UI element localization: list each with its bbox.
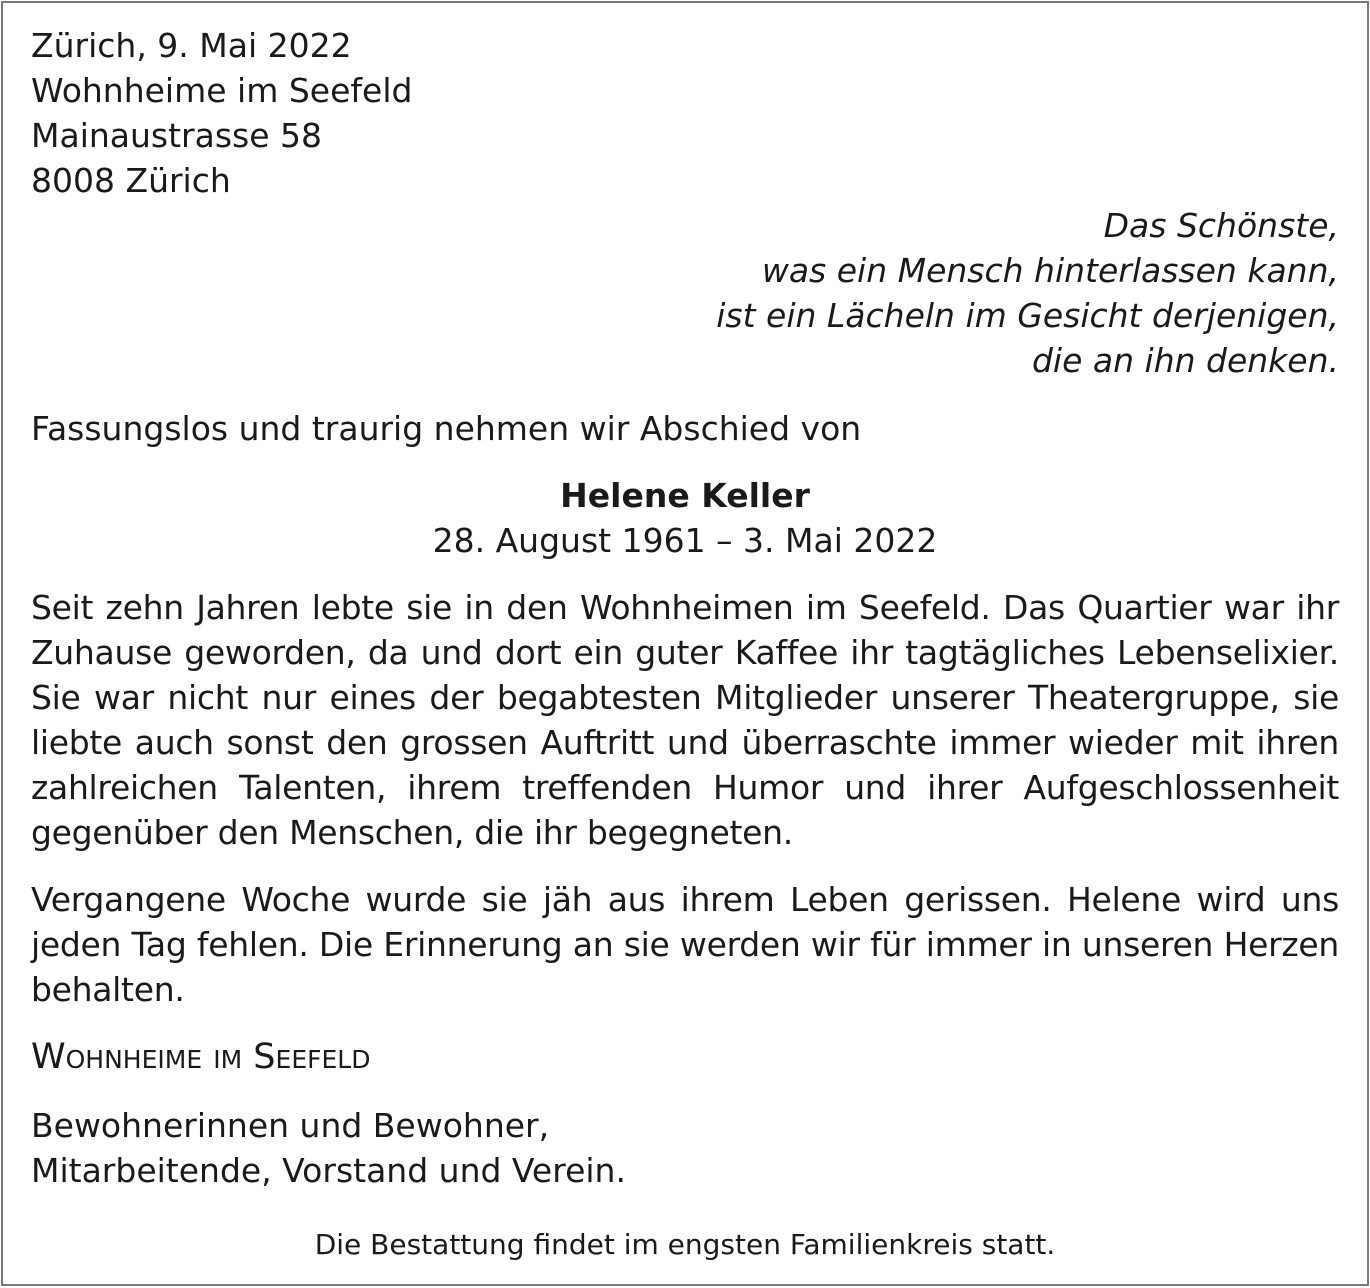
tribute-paragraph: Vergangene Woche wurde sie jäh aus ihrem Leben gerissen. Helene wird uns jeden Tag fehlen. Die Erinnerung an sie werden wir für immer in unseren Herzen behalten.: [31, 880, 1339, 1009]
funeral-note: Die Bestattung findet im engsten Familienkreis statt.: [314, 1228, 1056, 1261]
street-address: Mainaustrasse 58: [31, 116, 323, 155]
signer-line: Bewohnerinnen und Bewohner,: [31, 1106, 550, 1145]
tribute-paragraph: Seit zehn Jahren lebte sie in den Wohnheimen im Seefeld. Das Quartier war ihr Zuhause geworden, da und dort ein guter Kaffee ihr tagtägliches Lebenselixier. Sie war nicht nur eines der begabtesten Mitglieder unserer Theatergruppe, sie liebte auch sonst den grossen Auftritt und überraschte immer wieder mit ihren zahlreichen Talenten, ihrem treffenden Humor und ihrer Aufgeschlossenheit gegenüber den Menschen, die ihr begegneten.: [31, 588, 1339, 852]
institution-name: Wohnheime im Seefeld: [31, 71, 413, 110]
signer-line: Mitarbeitende, Vorstand und Verein.: [31, 1151, 626, 1190]
postal-city: 8008 Zürich: [31, 161, 231, 200]
deceased-block: [31, 473, 1339, 563]
life-dates: 28. August 1961 – 3. Mai 2022: [432, 521, 938, 560]
quote-line: Das Schönste,: [1103, 206, 1339, 245]
intro-line: Fassungslos und traurig nehmen wir Abschied von: [31, 409, 862, 448]
memorial-quote: [31, 203, 1339, 383]
quote-line: ist ein Lächeln im Gesicht derjenigen,: [716, 296, 1339, 335]
quote-line: was ein Mensch hinterlassen kann,: [761, 251, 1339, 290]
deceased-name: Helene Keller: [560, 476, 810, 515]
signers: [31, 1103, 1339, 1193]
quote-line: die an ihn denken.: [1031, 341, 1339, 380]
letterhead: [31, 23, 1339, 203]
obituary-notice: [1, 1, 1369, 1286]
date-line: Zürich, 9. Mai 2022: [31, 26, 352, 65]
organization-signature: Wohnheime im Seefeld: [31, 1037, 371, 1077]
